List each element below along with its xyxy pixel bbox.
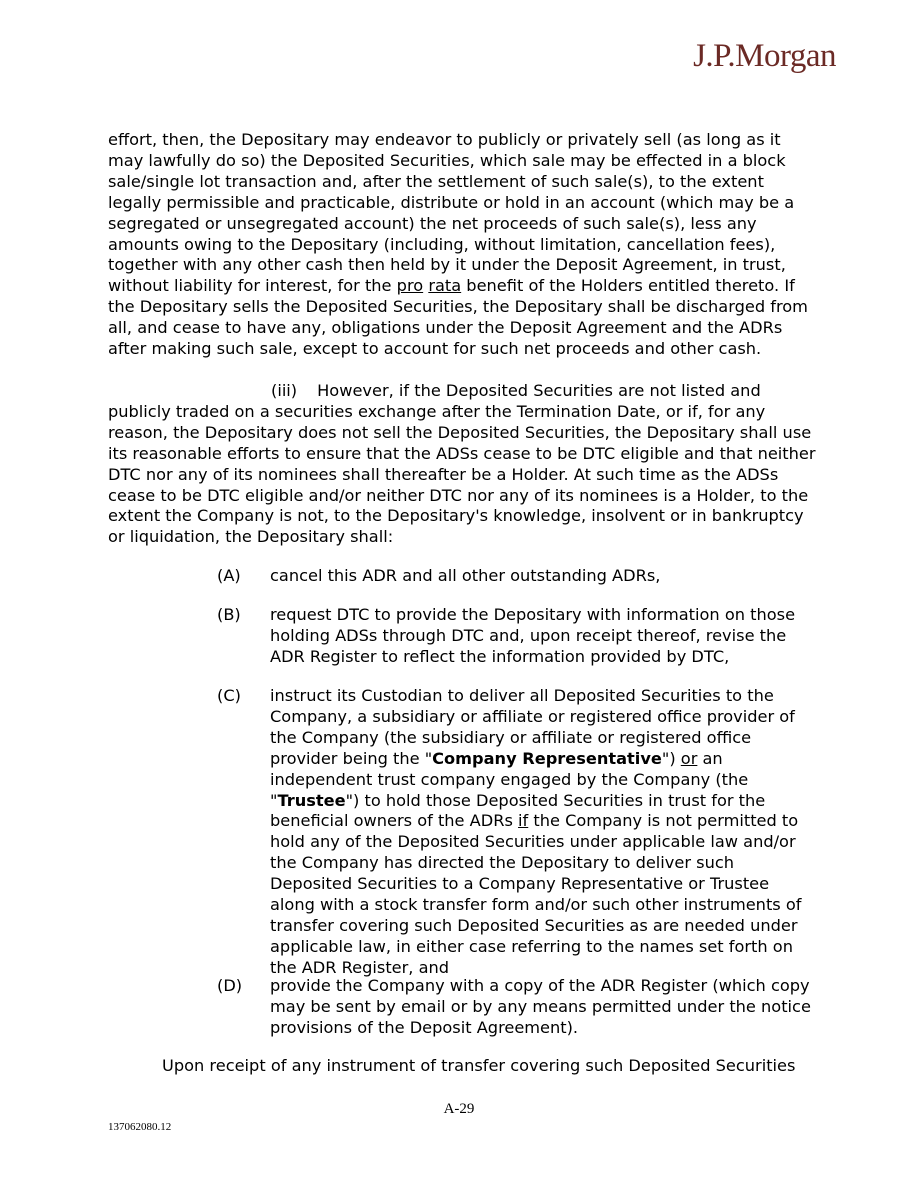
paragraph-sale-of-securities	[108, 130, 820, 360]
item-c-label: (C)	[217, 686, 241, 705]
item-c-t3: an independent trust company engaged by the Company (the "	[270, 748, 749, 810]
if-underlined: if	[518, 811, 529, 831]
list-item-a	[217, 566, 817, 587]
item-b-label: (B)	[217, 605, 241, 624]
list-item-d	[217, 976, 817, 1039]
para2-text: However, if the Deposited Securities are not listed and publicly traded on a securities exchange after the Termination Date, or if, for any reason, the Depositary does not sell the Deposited Securities, the Depositary shall use its reasonable efforts to ensure that the ADSs cease to be DTC eligible and that neither DTC nor any of its nominees shall thereafter be a Holder. At such time as the ADSs cease to be DTC eligible and/or neither DTC nor any of its nominees is a Holder, to the extent the Company is not, to the Depositary's knowledge, insolvent or in bankruptcy or liquidation, the Depositary shall:	[108, 381, 816, 547]
rata-underlined: rata	[428, 276, 462, 296]
jpmorgan-logo: J.P.Morgan	[693, 38, 836, 74]
item-c-text	[270, 686, 817, 979]
trustee-term: Trustee	[277, 790, 346, 810]
pro-underlined: pro	[396, 276, 424, 296]
item-a-text: cancel this ADR and all other outstanding ADRs,	[270, 566, 661, 585]
paragraph-iii	[108, 381, 820, 548]
item-c-t4: ") to hold those Deposited Securities in trust for the beneficial owners of the ADRs	[270, 790, 766, 831]
item-c-t1: instruct its Custodian to deliver all Deposited Securities to the Company, a subsidiary or affiliate or registered office provider of the Company (the subsidiary or affiliate or registered office provider being the "	[270, 686, 795, 768]
or-underlined: or	[680, 748, 698, 768]
paragraph-upon-receipt: Upon receipt of any instrument of transfer covering such Deposited Securities	[162, 1056, 796, 1075]
page-number: A-29	[443, 1101, 475, 1117]
company-representative-term: Company Representative	[432, 748, 662, 768]
para2-label: (iii)	[271, 381, 298, 400]
item-d-text: provide the Company with a copy of the ADR Register (which copy may be sent by email or by any means permitted under the notice provisions of the Deposit Agreement).	[270, 976, 811, 1037]
item-c-t2: ")	[661, 748, 681, 768]
document-id: 137062080.12	[108, 1121, 172, 1133]
para1-text-a: effort, then, the Depositary may endeavor to publicly or privately sell (as long as it may lawfully do so) the Deposited Securities, which sale may be effected in a block sale/single lot transaction and, after the settlement of such sale(s), to the extent legally permissible and practicable, distribute or hold in an account (which may be a segregated or unsegregated account) the net proceeds of such sale(s), less any amounts owing to the Depositary (including, without limitation, cancellation fees), together with any other cash then held by it under the Deposit Agreement, in trust, without liability for interest, for the	[108, 130, 795, 296]
list-item-b	[217, 605, 817, 668]
item-d-label: (D)	[217, 976, 243, 995]
item-a-label: (A)	[217, 566, 241, 585]
item-b-text: request DTC to provide the Depositary with information on those holding ADSs through DTC and, upon receipt thereof, revise the ADR Register to reflect the information provided by DTC,	[270, 605, 796, 666]
item-c-t5: the Company is not permitted to hold any of the Deposited Securities under applicable law and/or the Company has directed the Depositary to deliver such Deposited Securities to a Company Representative or Trustee along with a stock transfer form and/or such other instruments of transfer covering such Deposited Securities as are needed under applicable law, in either case referring to the names set forth on the ADR Register, and	[270, 811, 802, 977]
list-item-c	[217, 686, 817, 979]
para1-text-b: benefit of the Holders entitled thereto. If the Depositary sells the Deposited Securities, the Depositary shall be discharged from all, and cease to have any, obligations under the Deposit Agreement and the ADRs after making such sale, except to account for such net proceeds and other cash.	[108, 276, 808, 359]
